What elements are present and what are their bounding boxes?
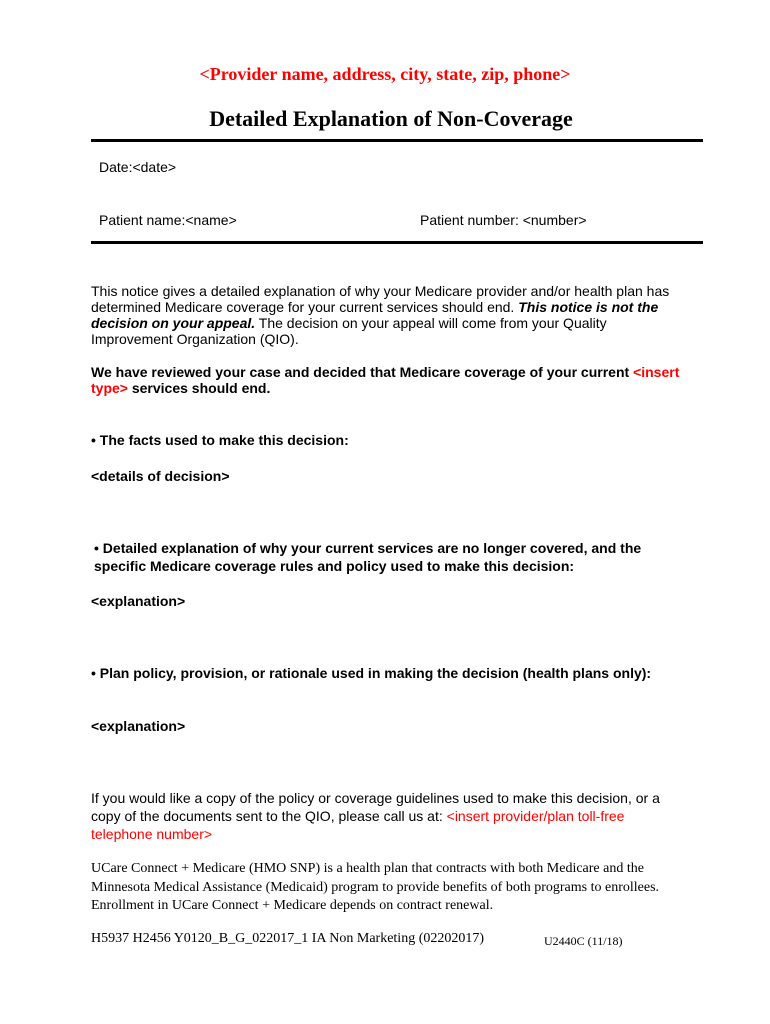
date-field: Date:<date> — [99, 159, 177, 175]
footer-codes: H5937 H2456 Y0120_B_G_022017_1 IA Non Marketing (02202017) — [91, 931, 485, 946]
plan-disclaimer: UCare Connect + Medicare (HMO SNP) is a health plan that contracts with both Medicare and the Minnesota Medical Assistance (Medicaid) program to provide benefits of both programs to enrollees. Enrollment in UCare Connect + Medicare depends on contract renewal. — [91, 861, 660, 913]
phone-placeholder: <insert provider/plan toll-free telephone number> — [91, 808, 625, 842]
intro-paragraph — [91, 283, 691, 347]
title-divider — [91, 139, 703, 142]
patient-name-field: Patient name:<name> — [99, 212, 237, 228]
provider-placeholder: <Provider name, address, city, state, zip, phone> — [199, 64, 571, 84]
review-statement — [91, 364, 691, 396]
review-text-1: We have reviewed your case and decided that Medicare coverage of your current — [91, 364, 630, 380]
copy-request-text: If you would like a copy of the policy or coverage guidelines used to make this decision, or a copy of the documents sent to the QIO, please call us at: — [91, 790, 660, 824]
section-explanation-placeholder: <explanation> — [91, 593, 186, 609]
insert-type-placeholder: <insert type> — [91, 364, 680, 396]
section-policy-placeholder: <explanation> — [91, 718, 186, 734]
section-policy-heading: • Plan policy, provision, or rationale used in making the decision (health plans only): — [91, 665, 652, 681]
patient-number-field: Patient number: <number> — [420, 212, 587, 228]
intro-emphasis: This notice is not the decision on your appeal. — [91, 299, 659, 331]
copy-request-paragraph — [91, 789, 681, 843]
section-facts-placeholder: <details of decision> — [91, 468, 230, 484]
fields-divider — [91, 241, 703, 244]
intro-text-2: The decision on your appeal will come from your Quality Improvement Organization (QIO). — [91, 315, 607, 347]
page-title: Detailed Explanation of Non-Coverage — [209, 106, 573, 131]
section-explanation-heading: • Detailed explanation of why your current services are no longer covered, and the specific Medicare coverage rules and policy used to make this decision: — [94, 540, 642, 574]
intro-text-1: This notice gives a detailed explanation of why your Medicare provider and/or health plan has determined Medicare coverage for your current services should end. — [91, 283, 670, 315]
footer-form-id: U2440C (11/18) — [544, 934, 623, 948]
review-text-2: services should end. — [131, 380, 271, 396]
section-facts-heading: • The facts used to make this decision: — [91, 432, 349, 448]
